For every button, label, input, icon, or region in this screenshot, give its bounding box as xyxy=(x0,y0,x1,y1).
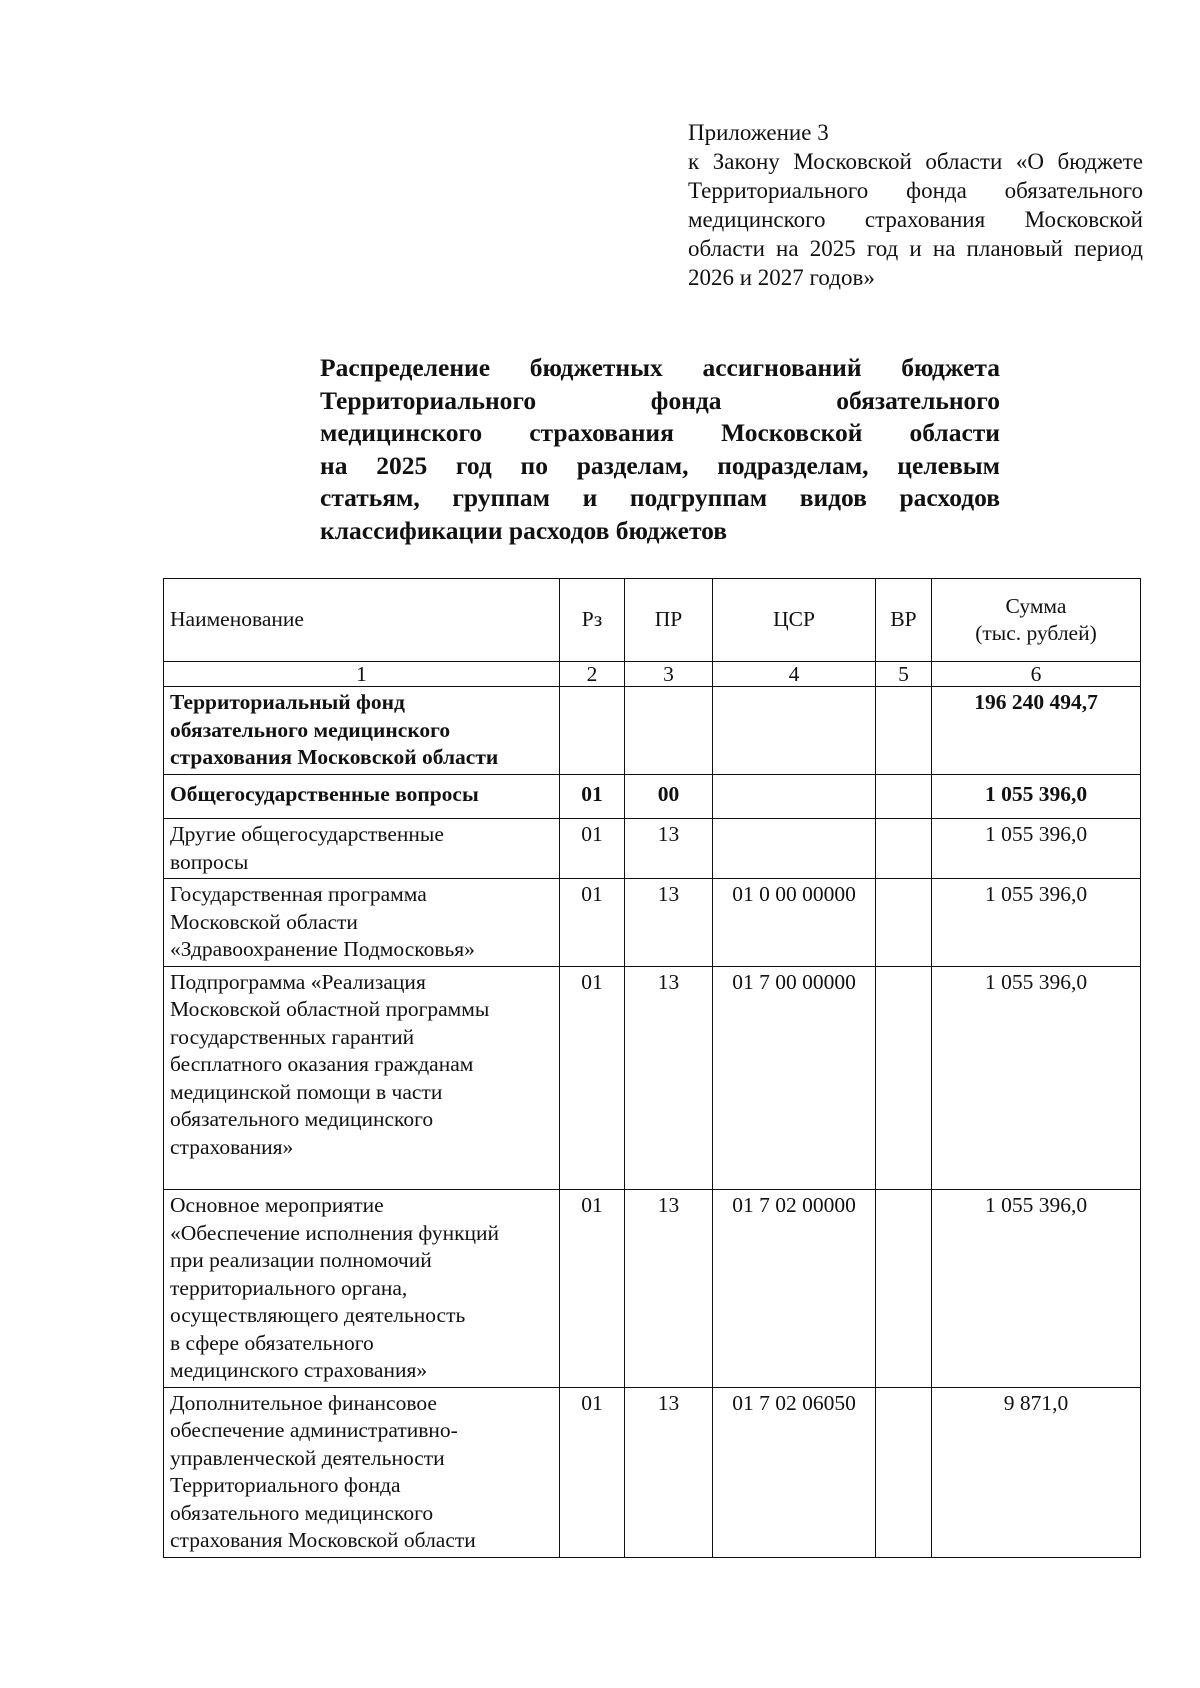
row-csr: 01 7 02 06050 xyxy=(713,1387,876,1557)
title-line: Территориального фонда обязательного xyxy=(320,385,1000,415)
row-name-line: управленческой деятельности xyxy=(170,1445,445,1470)
row-name-line: при реализации полномочий xyxy=(170,1248,432,1272)
header-sum xyxy=(932,579,1141,662)
row-vr xyxy=(876,879,932,967)
row-name-line: Подпрограмма «Реализация xyxy=(170,969,426,994)
row-name xyxy=(164,879,560,967)
row-rz xyxy=(560,687,625,775)
row-rz: 01 xyxy=(560,879,625,967)
appendix-law-line: медицинского страхования Московской xyxy=(688,207,1143,232)
row-name-line: обязательного медицинского xyxy=(170,717,451,742)
table-row xyxy=(164,1190,1141,1388)
row-name-line: бесплатного оказания гражданам xyxy=(170,1052,474,1076)
table-row xyxy=(164,966,1141,1190)
row-csr: 01 7 00 00000 xyxy=(713,966,876,1190)
row-name-line: государственных гарантий xyxy=(170,1024,415,1049)
row-csr: 01 0 00 00000 xyxy=(713,879,876,967)
column-number: 2 xyxy=(560,662,625,687)
header-vr: ВР xyxy=(876,579,932,662)
row-rz: 01 xyxy=(560,774,625,819)
row-vr xyxy=(876,1190,932,1388)
row-name-line: медицинской помощи в части xyxy=(170,1079,443,1104)
row-vr xyxy=(876,819,932,879)
appendix-header xyxy=(688,118,1143,292)
row-name-line: Территориальный фонд xyxy=(170,690,405,714)
header-sum-label: Сумма xyxy=(1005,593,1067,618)
row-name-line: Территориального фонда xyxy=(170,1473,401,1497)
row-name-line: вопросы xyxy=(170,849,249,874)
column-number-row xyxy=(164,662,1141,687)
row-sum: 1 055 396,0 xyxy=(932,1190,1141,1388)
row-name-line: Общегосударственные вопросы xyxy=(170,781,479,806)
row-sum: 196 240 494,7 xyxy=(932,687,1141,775)
row-name-line: медицинского страхования» xyxy=(170,1358,428,1382)
row-name-line: Другие общегосударственные xyxy=(170,822,444,846)
row-sum: 1 055 396,0 xyxy=(932,879,1141,967)
row-name-line: обязательного медицинского xyxy=(170,1500,434,1525)
row-name-line: обязательного медицинского xyxy=(170,1107,434,1131)
appendix-law-line: к Закону Московской области «О бюджете xyxy=(688,149,1143,174)
header-sum-unit: (тыс. рублей) xyxy=(975,621,1097,645)
row-name-line: Московской области xyxy=(170,909,358,934)
row-csr xyxy=(713,819,876,879)
header-rz: Рз xyxy=(560,579,625,662)
row-sum: 1 055 396,0 xyxy=(932,774,1141,819)
title-line: медицинского страхования Московской области xyxy=(320,418,1000,447)
row-name-line: территориального органа, xyxy=(170,1275,408,1300)
header-csr: ЦСР xyxy=(713,579,876,662)
row-vr xyxy=(876,774,932,819)
row-csr xyxy=(713,687,876,775)
row-name xyxy=(164,819,560,879)
row-name-line: в сфере обязательного xyxy=(170,1330,374,1355)
column-number: 1 xyxy=(164,662,560,687)
row-pr: 13 xyxy=(625,819,713,879)
title-line: статьям, группам и подгруппам видов расходов xyxy=(320,483,1000,512)
budget-table xyxy=(163,578,1141,1558)
row-name-line: страхования Московской области xyxy=(170,1528,476,1552)
row-name-line: Московской областной программы xyxy=(170,997,490,1021)
row-name-line: страхования Московской области xyxy=(170,745,499,769)
row-csr: 01 7 02 00000 xyxy=(713,1190,876,1388)
row-name-line: Основное мероприятие xyxy=(170,1193,384,1217)
row-name-line: страхования» xyxy=(170,1134,294,1159)
row-name-line: обеспечение административно- xyxy=(170,1418,458,1442)
title-line: классификации расходов бюджетов xyxy=(320,515,728,545)
row-pr: 13 xyxy=(625,1190,713,1388)
row-name xyxy=(164,966,560,1190)
column-number: 4 xyxy=(713,662,876,687)
table-row xyxy=(164,687,1141,775)
row-vr xyxy=(876,687,932,775)
table-row xyxy=(164,774,1141,819)
header-pr: ПР xyxy=(625,579,713,662)
title-line: на 2025 год по разделам, подразделам, целевым xyxy=(320,450,1000,480)
column-number: 3 xyxy=(625,662,713,687)
table-row xyxy=(164,879,1141,967)
row-name xyxy=(164,774,560,819)
row-rz: 01 xyxy=(560,966,625,1190)
row-sum: 9 871,0 xyxy=(932,1387,1141,1557)
row-name-line: «Обеспечение исполнения функций xyxy=(170,1220,500,1245)
table-row xyxy=(164,819,1141,879)
row-pr xyxy=(625,687,713,775)
table-row xyxy=(164,1387,1141,1557)
row-pr: 00 xyxy=(625,774,713,819)
column-number: 6 xyxy=(932,662,1141,687)
row-name-line: Дополнительное финансовое xyxy=(170,1390,437,1415)
row-pr: 13 xyxy=(625,1387,713,1557)
appendix-number: Приложение 3 xyxy=(688,120,829,145)
row-name xyxy=(164,1190,560,1388)
row-name-line: осуществляющего деятельность xyxy=(170,1303,466,1327)
row-rz: 01 xyxy=(560,1387,625,1557)
column-number: 5 xyxy=(876,662,932,687)
row-sum: 1 055 396,0 xyxy=(932,966,1141,1190)
row-rz: 01 xyxy=(560,819,625,879)
row-rz: 01 xyxy=(560,1190,625,1388)
header-name: Наименование xyxy=(164,579,560,662)
row-sum: 1 055 396,0 xyxy=(932,819,1141,879)
row-csr xyxy=(713,774,876,819)
row-name xyxy=(164,1387,560,1557)
row-pr: 13 xyxy=(625,966,713,1190)
row-name-line: «Здравоохранение Подмосковья» xyxy=(170,937,475,961)
document-title xyxy=(320,352,1000,547)
row-name-line: Государственная программа xyxy=(170,882,427,906)
appendix-law-line: Территориального фонда обязательного xyxy=(688,178,1143,203)
row-vr xyxy=(876,1387,932,1557)
row-name xyxy=(164,687,560,775)
row-vr xyxy=(876,966,932,1190)
title-line: Распределение бюджетных ассигнований бюджета xyxy=(320,353,1000,382)
appendix-law-line: 2026 и 2027 годов» xyxy=(688,265,875,290)
table-header-row xyxy=(164,579,1141,662)
row-pr: 13 xyxy=(625,879,713,967)
appendix-law-line: области на 2025 год и на плановый период xyxy=(688,236,1143,261)
